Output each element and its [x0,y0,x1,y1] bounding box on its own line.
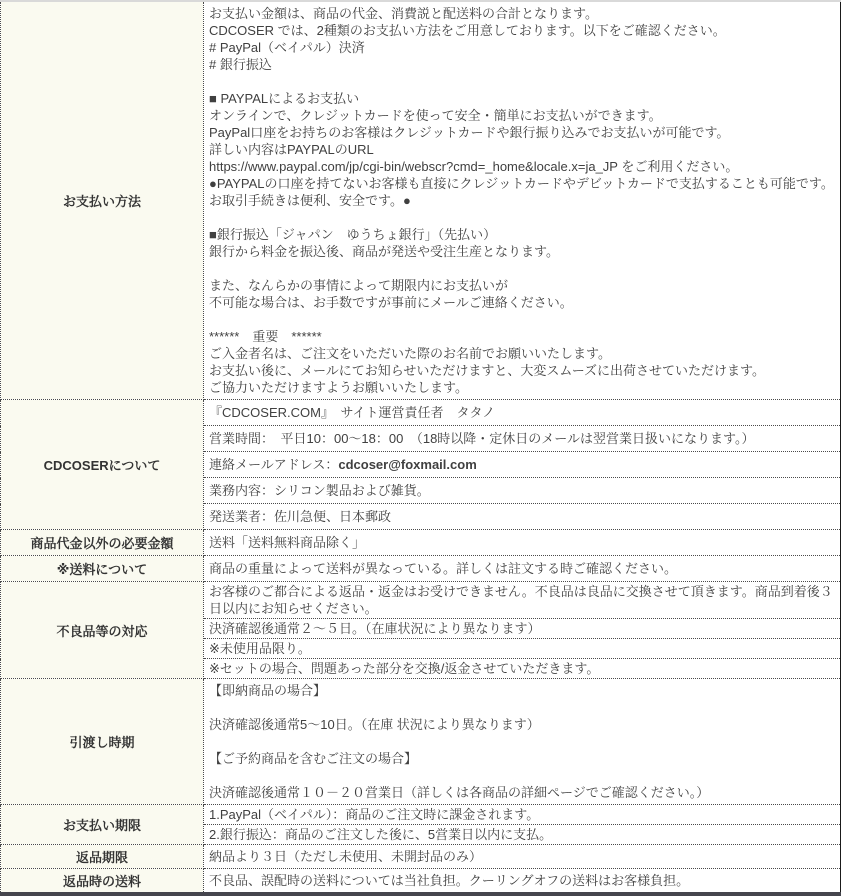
section-header-return-deadline: 返品期限 [1,845,204,869]
text-line [209,767,835,784]
text-line: ご協力いただけますようお願いいたします。 [209,380,468,395]
contact-email-address: cdcoser@foxmail.com [338,457,477,472]
table-row-payment-deadline [1,805,841,825]
section-header-delivery-time: 引渡し時期 [1,679,204,805]
section-content-about-row2 [204,426,841,452]
text-line: 商品の重量によって送料が異なっている。詳しくは註文する時ご確認ください。 [209,561,678,576]
text-line: https://www.paypal.com/jp/cgi-bin/webscr?cmd=_home&locale.x=ja_JP をご利用ください。 [209,159,739,174]
text-line: # PayPal（ベイパル）決済 [209,40,365,55]
text-line: ●PAYPALの口座を持てないお客様も直接にクレジットカードやデビットカードで支払することも可能です。 [209,176,834,191]
text-line: 発送業者：佐川急便、日本郵政 [209,509,392,524]
text-line: お取引手続きは便利、安全です。● [209,193,411,208]
table-row-return-shipping [1,869,841,895]
table-row-return-deadline [1,845,841,869]
section-content-defective-row4 [204,659,841,679]
text-line: お客様のご都合による返品・返金はお受けできません。不良品は良品に交換させて頂きます。商品到着後３日以内にお知らせください。 [209,584,833,616]
table-row-defective [1,582,841,619]
text-line: お支払い金額は、商品の代金、消費説と配送料の合計となります。 [209,6,598,21]
section-content-about-row1 [204,400,841,426]
text-line: 2.銀行振込：商品のご注文した後に、5営業日以内に支払。 [209,827,553,842]
section-header-payment-method: お支払い方法 [1,1,204,400]
text-line: 業務内容：シリコン製品および雑貨。 [209,483,430,498]
text-line: 1.PayPal（ベイパル）：商品のご注文時に課金されます。 [209,807,540,822]
section-content-shipping-note-row1 [204,556,841,582]
text-line: 不可能な場合は、お手数ですが事前にメールご連絡ください。 [209,295,573,310]
section-header-shipping-note: ※送料について [1,556,204,582]
section-header-return-shipping: 返品時の送料 [1,869,204,895]
text-line: 決済確認後通常１０－２０営業日（詳しくは各商品の詳細ページでご確認ください。） [209,785,710,800]
text-line: 『CDCOSER.COM』 サイト運営責任者 タタノ [209,405,496,420]
text-line: 決済確認後通常5～10日。（在庫 状況により異なります） [209,717,540,732]
text-line: 納品より３日（ただし未使用、未開封品のみ） [209,849,483,864]
text-line [209,73,835,90]
section-header-defective: 不良品等の対応 [1,582,204,679]
text-line: 【即納商品の場合】 [209,683,327,698]
text-line: CDCOSER では、2種類のお支払い方法をご用意しております。以下をご確認ください。 [209,23,726,38]
text-line: オンラインで、クレジットカードを使って安全・簡単にお支払いができます。 [209,108,662,123]
contact-email-label: 連絡メールアドレス： [209,457,339,472]
text-line: また、なんらかの事情によって期限内にお支払いが [209,278,509,293]
text-line [209,311,835,328]
text-line: ※未使用品限り。 [209,641,311,656]
section-header-payment-deadline: お支払い期限 [1,805,204,845]
table-row-payment-method [1,1,841,400]
info-table-body [1,1,841,894]
section-content-return-shipping-row1 [204,869,841,895]
section-content-about-row3 [204,452,841,478]
text-line: 詳しい内容はPAYPALのURL [209,142,374,157]
text-line: 銀行から料金を振込後、商品が発送や受注生産となります。 [209,244,559,259]
text-line: ※セットの場合、問題あった部分を交換/返金させていただきます。 [209,661,600,676]
section-content-return-deadline-row1 [204,845,841,869]
table-row-extra-fees [1,530,841,556]
text-line: # 銀行振込 [209,57,272,72]
table-row-delivery-time [1,679,841,805]
text-line: ****** 重要 ****** [209,329,322,344]
text-line: 営業時間： 平日10：00～18：00 （18時以降・定休日のメールは翌営業日扱いになります。） [209,431,755,446]
text-line [209,209,835,226]
section-content-about-row4 [204,478,841,504]
text-line: ■ PAYPALによるお支払い [209,91,360,106]
table-row-about [1,400,841,426]
text-line: 決済確認後通常２～５日。（在庫状況により異なります） [209,621,541,636]
section-content-defective-row3 [204,639,841,659]
text-line [209,733,835,750]
section-content-payment-method-row1 [204,1,841,400]
text-line: 不良品、誤配時の送料については当社負担。クーリングオフの送料はお客様負担。 [209,873,690,888]
section-content-payment-deadline-row1 [204,805,841,825]
section-content-extra-fees-row1 [204,530,841,556]
section-content-defective-row2 [204,619,841,639]
section-header-extra-fees: 商品代金以外の必要金額 [1,530,204,556]
section-content-about-row5 [204,504,841,530]
text-line: ■銀行振込「ジャパン ゆうちょ銀行」（先払い） [209,227,497,242]
table-row-shipping-note [1,556,841,582]
text-line [209,260,835,277]
section-content-delivery-time-row1 [204,679,841,805]
text-line: 送料「送料無料商品除く」 [209,535,366,550]
section-header-about: CDCOSERについて [1,400,204,530]
text-line: 【ご予約商品を含むご注文の場合】 [209,751,418,766]
section-content-payment-deadline-row2 [204,825,841,845]
text-line: ご入金者名は、ご注文をいただいた際のお名前でお願いいたします。 [209,346,611,361]
text-line: PayPal口座をお持ちのお客様はクレジットカードや銀行振り込みでお支払いが可能です。 [209,125,730,140]
text-line: お支払い後に、メールにてお知らせいただけますと、大変スムーズに出荷させていただけます。 [209,363,766,378]
section-content-defective-row1 [204,582,841,619]
text-line [209,699,835,716]
